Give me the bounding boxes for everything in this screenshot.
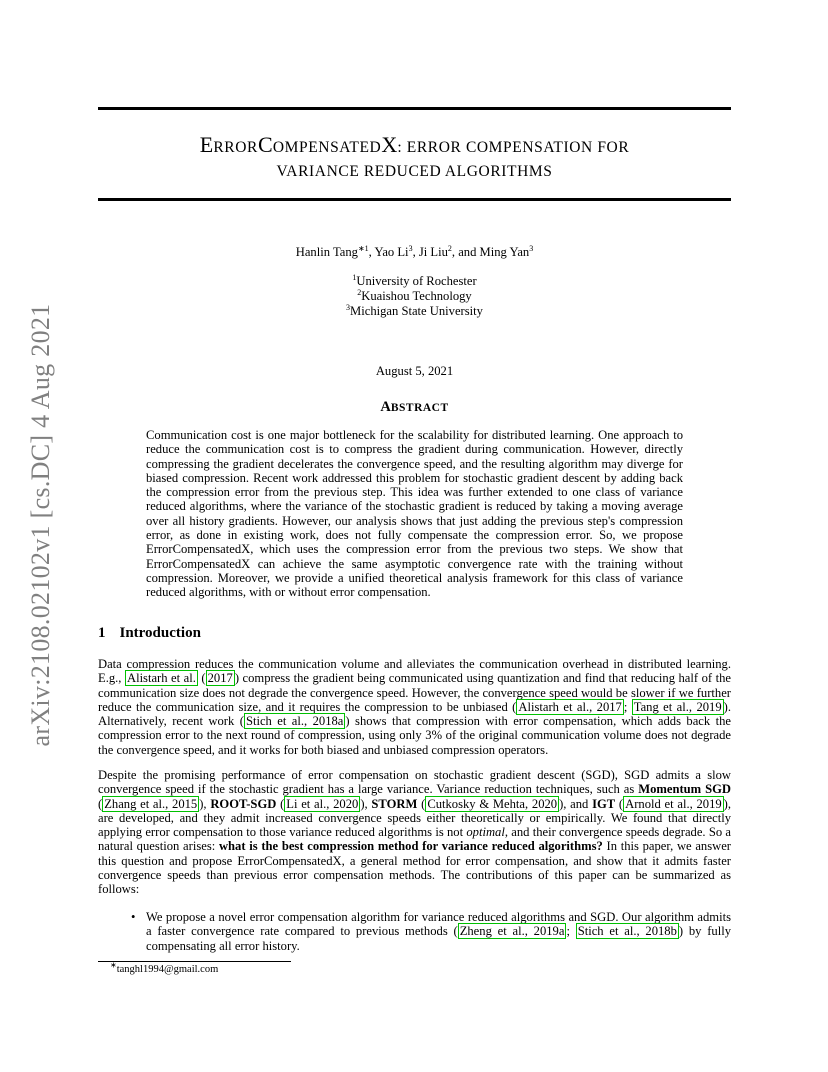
intro-paragraph-2: Despite the promising performance of error compensation on stochastic gradient descent (SGD), SGD admits a slow convergence speed if the stochastic gradient has a large variance. Variance reduction techniques, such as Momentum SGD ( Zhang et al., 2015 ), ROOT-SGD ( Li et al., 2020 ), STORM ( Cutkosky & Mehta, 2020 ), and IGT ( Arnold et al., 2019 ), are developed, and they admit increased convergence speeds either theoretically or empirically. We found that directly applying error compensation to those variance reduced algorithms is not optimal, and their convergence speeds degrade. So a natural question arises: what is the best compression method for variance reduced algorithms? In this paper, we answer this question and propose ErrorCompensatedX, a general method for error compensation, and show that it admits faster convergence speeds than previous error compensation methods. The contributions of this paper can be summarized as follows: bbox=[98, 768, 732, 897]
citation-link[interactable]: Stich et al., 2018b bbox=[577, 924, 677, 939]
affiliation-3: $^3$Michigan State University bbox=[346, 302, 483, 318]
citation-link[interactable]: 2017 bbox=[207, 671, 233, 686]
citation-link[interactable]: Alistarh et al., 2017 bbox=[518, 699, 622, 714]
arxiv-id: arXiv:2108.02102v1 [cs.DC] 4 Aug 2021 bbox=[26, 303, 55, 747]
footnote: ∗tanghl1994@gmail.com bbox=[110, 960, 219, 975]
citation-link[interactable]: Zheng et al., 2019a bbox=[459, 924, 565, 939]
citation-link[interactable]: Cutkosky & Mehta, 2020 bbox=[427, 796, 558, 811]
intro-paragraph-1: Data compression reduces the communication volume and alleviates the communication overhead in distributed learning. E.g., Alistarh et al. ( 2017 ) compress the gradient being communicated using quantization and find that reducing half of the communication size does not degrade the convergence speed. However, the convergence speed would be slower if we further reduce the communication size, and it requires the compression to be unbiased ( Alistarh et al., 2017 ; Tang et al., 2019 ). Alternatively, recent work ( Stich et al., 2018a ) shows that compression with error compensation, which adds back the compression error to the next round of compression, using only 3% of the original communication volume does not degrade the convergence speed, and it works for both biased and unbiased compression operators. bbox=[98, 657, 732, 757]
citation-link[interactable]: Stich et al., 2018a bbox=[245, 714, 344, 729]
citation-link[interactable]: Li et al., 2020 bbox=[286, 796, 359, 811]
footnote-email[interactable]: tanghl1994@gmail.com bbox=[116, 964, 219, 975]
paper-date: August 5, 2021 bbox=[375, 364, 454, 378]
contribution-bullet-1: We propose a novel error compensation algorithm for variance reduced algorithms and SGD. Our algorithm admits a faster convergence rate compared to previous methods ( Zheng et al., 2019a ; Stich et al., 2018b ) by fully compensating all error history. bbox=[146, 910, 732, 953]
title-top-rule bbox=[98, 107, 731, 110]
affiliation-2: $^2$Kuaishou Technology bbox=[357, 287, 472, 303]
footnote-rule bbox=[98, 961, 291, 962]
citation-link[interactable]: Zhang et al., 2015 bbox=[104, 796, 198, 811]
paper-title-line-2: VARIANCE REDUCED ALGORITHMS bbox=[276, 163, 553, 180]
abstract-heading: ABSTRACT bbox=[380, 399, 449, 415]
citation-link[interactable]: Tang et al., 2019 bbox=[633, 699, 722, 714]
paper-title-line-1: ERRORCOMPENSATEDX: ERROR COMPENSATION FOR bbox=[199, 132, 630, 157]
section-heading-introduction: 1 Introduction bbox=[98, 625, 201, 641]
arxiv-sidebar bbox=[21, 290, 61, 760]
bullet-marker: • bbox=[131, 910, 136, 924]
citation-link[interactable]: Alistarh et al. bbox=[126, 671, 196, 686]
authors: Hanlin Tang$^{∗1}$, Yao Li$^3$, Ji Liu$^2$, and Ming Yan$^3$ bbox=[295, 243, 534, 259]
citation-link[interactable]: Arnold et al., 2019 bbox=[625, 796, 722, 811]
title-bottom-rule bbox=[98, 198, 731, 201]
affiliation-1: $^1$University of Rochester bbox=[352, 272, 477, 288]
abstract-text: Communication cost is one major bottleneck for the scalability for distributed learning. One approach to reduce the communication cost is to compress the gradient during communication. However, directly compressing the gradient decelerates the convergence speed, and the resulting algorithm may diverge for biased compression. Recent work addressed this problem for stochastic gradient descent by adding back the compression error from the previous step. This idea was further extended to one class of variance reduced algorithms, where the variance of the stochastic gradient is reduced by taking a moving average over all history gradients. However, our analysis shows that just adding the previous step's compression error, as done in existing work, does not fully compensate the compression error. So, we propose ErrorCompensatedX, which uses the compression error from the previous two steps. We show that ErrorCompensatedX can achieve the same asymptotic convergence rate with the training without compression. Moreover, we provide a unified theoretical analysis framework for this class of variance reduced algorithms, with or without error compensation. bbox=[146, 428, 683, 600]
